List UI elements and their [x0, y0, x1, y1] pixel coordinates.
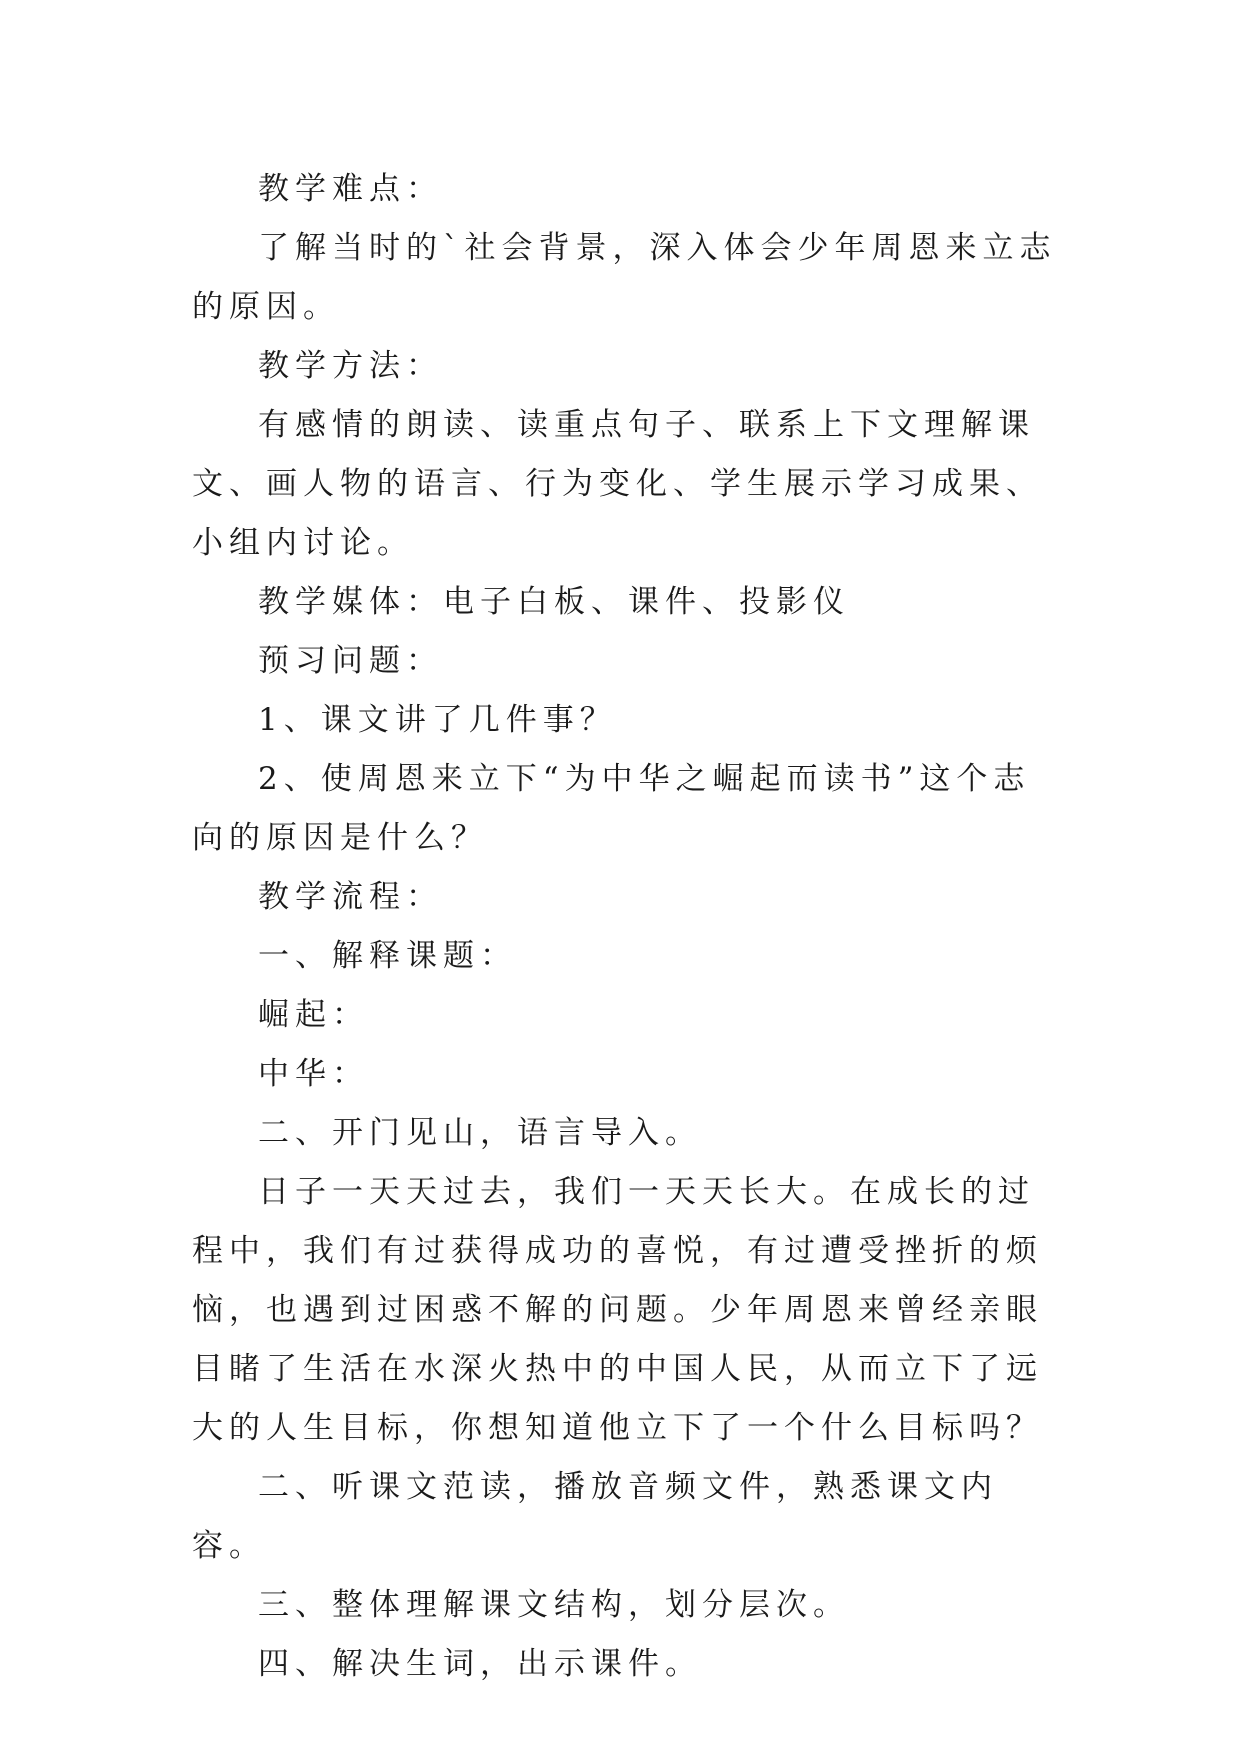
heading-teaching-process: 教学流程： — [258, 879, 443, 915]
document-page — [192, 160, 1062, 1694]
paragraph-teaching-difficulty: 了解当时的`社会背景，深入体会少年周恩来立志的原因。 — [192, 230, 1057, 325]
heading-teaching-method: 教学方法： — [258, 348, 443, 384]
term-jueqi: 崛起： — [258, 997, 369, 1033]
step-structure: 三、整体理解课文结构，划分层次。 — [258, 1587, 850, 1623]
step-explain-title: 一、解释课题： — [258, 938, 517, 974]
term-zhonghua: 中华： — [258, 1056, 369, 1092]
paragraph-teaching-method: 有感情的朗读、读重点句子、联系上下文理解课文、画人物的语言、行为变化、学生展示学习成果、小组内讨论。 — [192, 407, 1043, 561]
step-introduction: 二、开门见山，语言导入。 — [258, 1115, 702, 1151]
preview-question-1: 1、课文讲了几件事？ — [258, 702, 617, 738]
heading-preview-questions: 预习问题： — [258, 643, 443, 679]
step-new-words: 四、解决生词，出示课件。 — [258, 1646, 702, 1682]
paragraph-introduction: 日子一天天过去，我们一天天长大。在成长的过程中，我们有过获得成功的喜悦，有过遭受挫折的烦恼，也遇到过困惑不解的问题。少年周恩来曾经亲眼目睹了生活在水深火热中的中国人民，从而立下了远大的人生目标，你想知道他立下了一个什么目标吗？ — [192, 1174, 1043, 1446]
heading-teaching-difficulty: 教学难点： — [258, 171, 443, 207]
step-listen-reading: 二、听课文范读，播放音频文件，熟悉课文内容。 — [192, 1469, 998, 1564]
preview-question-2: 2、使周恩来立下“为中华之崛起而读书”这个志向的原因是什么？ — [192, 761, 1031, 856]
paragraph-teaching-media: 教学媒体：电子白板、课件、投影仪 — [258, 584, 850, 620]
